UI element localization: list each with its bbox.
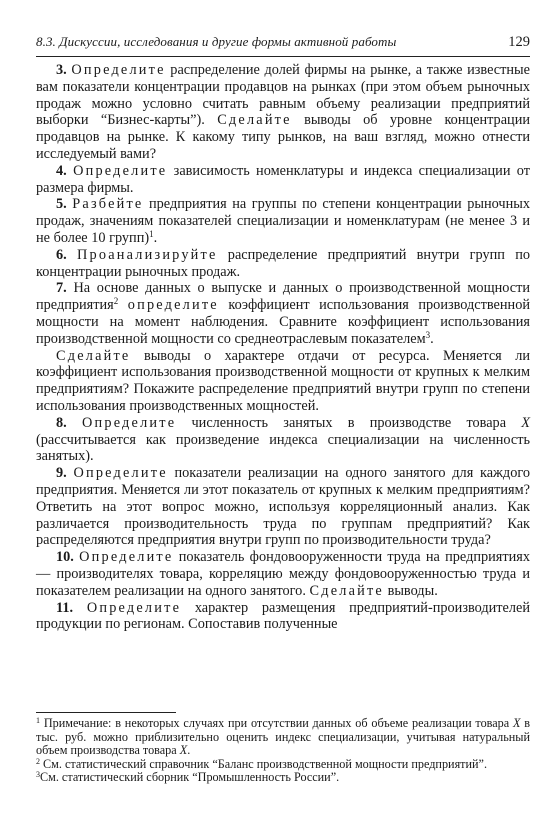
item-9 xyxy=(36,465,530,549)
item-verb: Сделайте xyxy=(217,112,292,129)
item-text: На основе данных о выпуске и данных о производственной мощности предприятия xyxy=(36,280,530,314)
item-number: 11. xyxy=(56,599,74,616)
item-8 xyxy=(36,415,530,465)
footnote-text: См. статистический сборник “Промышленность России”. xyxy=(40,770,340,785)
item-text: выводы. xyxy=(387,582,438,599)
footnote-end: . xyxy=(187,743,191,758)
footnote-ref: 3 xyxy=(425,329,431,340)
item-5 xyxy=(36,196,530,246)
running-head xyxy=(36,34,530,54)
footnote-mark: 2 xyxy=(36,756,40,766)
item-end: . xyxy=(153,229,158,246)
item-verb: Определите xyxy=(73,465,168,482)
item-text: показатели реализации на одного занятого для каждого предприятия. Меняется ли этот показатель от крупных к мелким предприятиям? Ответить на этот вопрос можно, используя корреляционный анализ. Как различается производительность труда по группам предприятий? Как распределяются предприятия внутри групп по производительности труда? xyxy=(36,465,531,549)
item-text: распределение долей фирмы на рынке, а также известные вам показатели концентрации продавцов на рынках (при этом объем рыночных продаж можно условно считать равным объему реализации предприятий выборки “Бизнес-карты”). xyxy=(36,62,530,129)
item-number: 8. xyxy=(56,414,67,431)
item-text: численность занятых в производстве товара xyxy=(191,414,507,431)
page-body xyxy=(36,62,530,633)
item-text: выводы об уровне концентрации продавцов на рынке. К какому типу рынков, на ваш взгляд, можно отнести исследуемый вами? xyxy=(36,112,530,162)
item-end: . xyxy=(430,330,434,347)
item-verb: Проанализируйте xyxy=(77,246,218,263)
item-number: 9. xyxy=(56,465,67,482)
header-rule xyxy=(36,56,530,57)
item-text: предприятия на группы по степени концентрации рыночных продаж, значениям показателей специализации и номенклатурам (не менее 3 и не более 10 групп) xyxy=(36,196,530,246)
item-3 xyxy=(36,62,530,163)
item-text: характер размещения предприятий-производителей продукции по регионам. Сопоставив полученные xyxy=(36,599,531,633)
footnote-3 xyxy=(36,771,530,785)
item-number: 3. xyxy=(56,62,67,78)
item-verb: Определите xyxy=(71,62,166,78)
item-verb: Определите xyxy=(81,414,177,431)
item-verb: Разбейте xyxy=(72,196,144,213)
footnotes xyxy=(36,717,530,785)
variable-x: X xyxy=(512,716,521,730)
item-number: 6. xyxy=(56,246,67,263)
item-11 xyxy=(36,600,530,634)
item-verb: Определите xyxy=(73,162,168,179)
item-10 xyxy=(36,549,530,599)
item-verb: Определите xyxy=(86,599,182,616)
item-number: 4. xyxy=(56,162,67,179)
item-6 xyxy=(36,247,530,281)
item-7-continued xyxy=(36,348,530,415)
item-verb: определите xyxy=(127,297,219,314)
footnote-text: в тыс. руб. можно приблизительно оценить индекс специализации, учитывая натуральный объем производства товара xyxy=(36,716,531,758)
item-text: (рассчитывается как произведение индекса специализации на численность занятых). xyxy=(36,431,530,465)
variable-x: X xyxy=(521,414,531,431)
footnote-mark: 3 xyxy=(36,770,40,780)
item-verb: Сделайте xyxy=(56,347,131,364)
footnote-1 xyxy=(36,717,530,758)
item-verb: Сделайте xyxy=(309,582,384,599)
item-text: коэффициент использования производственной мощности на момент наблюдения. Сравните коэффициент использования производственной мощности со среднеотраслевым показателем xyxy=(36,297,531,347)
item-number: 10. xyxy=(56,549,74,566)
item-text: показатель фондовооруженности труда на предприятиях — производителях товара, корреляцию между фондовооруженностью труда и показателем реализации на одного занятого. xyxy=(36,549,531,599)
footnote-rule xyxy=(36,712,176,713)
item-text: распределение предприятий внутри групп по концентрации рыночных продаж. xyxy=(36,246,531,280)
footnote-text: См. статистический справочник “Баланс производственной мощности предприятий”. xyxy=(43,756,487,771)
item-verb: Определите xyxy=(79,549,174,566)
item-text: выводы о характере отдачи от ресурса. Меняется ли коэффициент использования производственной мощности от крупных к мелким предприятиям? Покажите распределение предприятий внутри групп по степени использования производственных мощностей. xyxy=(36,347,531,414)
footnote-ref: 2 xyxy=(113,296,119,307)
footnote-ref: 1 xyxy=(149,228,154,239)
variable-x: X xyxy=(179,743,188,758)
item-number: 5. xyxy=(56,196,67,213)
item-7 xyxy=(36,280,530,347)
footnote-text: Примечание: в некоторых случаях при отсутствии данных об объеме реализации товара xyxy=(43,716,510,730)
page-number: 129 xyxy=(508,34,530,50)
footnote-mark: 1 xyxy=(36,716,40,725)
item-number: 7. xyxy=(56,280,67,297)
item-text: зависимость номенклатуры и индекса специализации от размера фирмы. xyxy=(36,162,531,196)
running-head-title: 8.3. Дискуссии, исследования и другие формы активной работы xyxy=(36,34,397,49)
item-4 xyxy=(36,163,530,197)
footnote-2 xyxy=(36,758,530,772)
